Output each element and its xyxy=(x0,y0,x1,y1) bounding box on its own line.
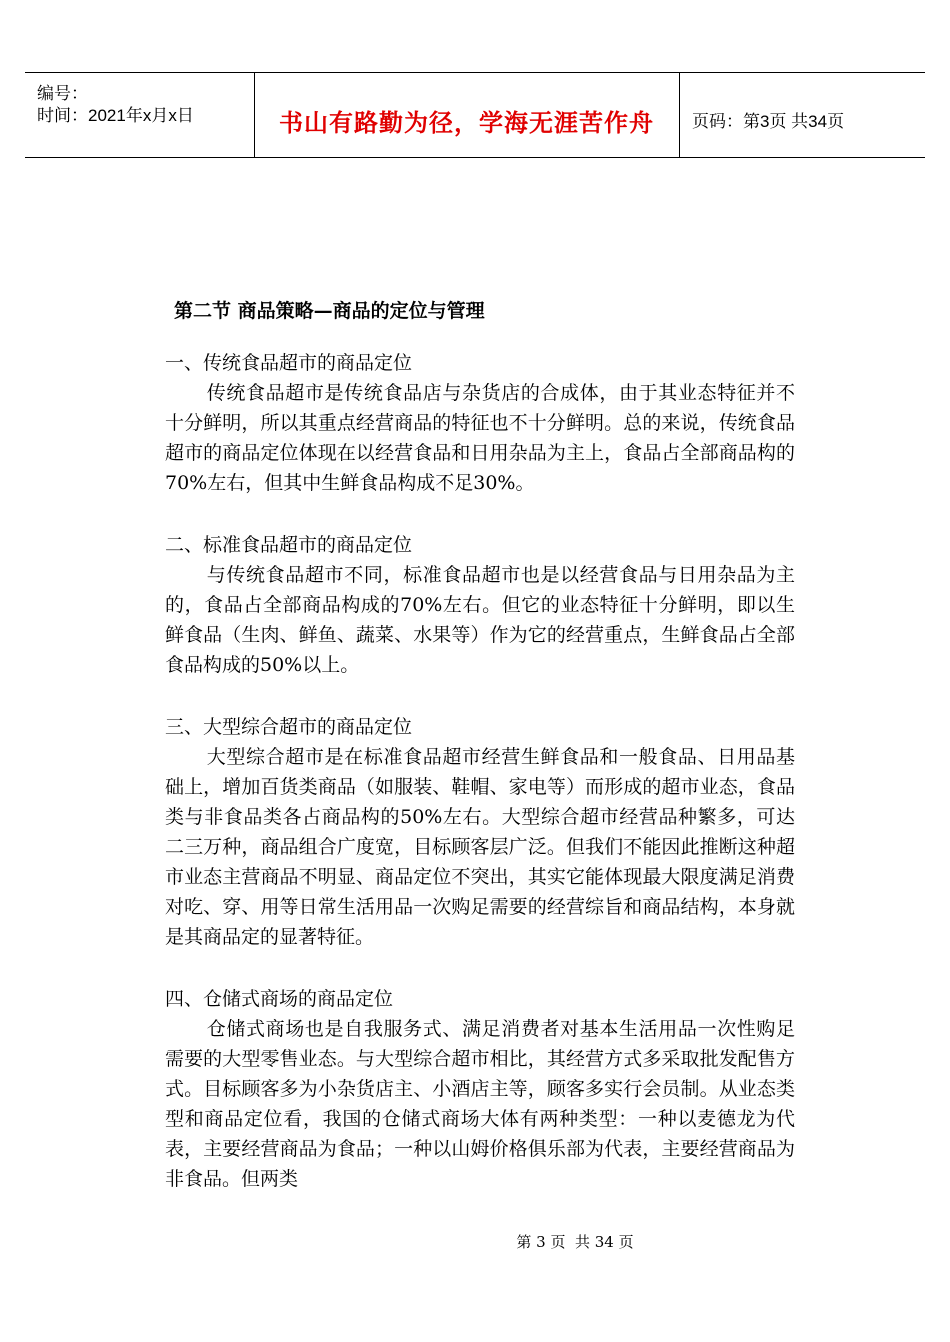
header-page-cell xyxy=(680,73,925,157)
subsection-paragraph: 大型综合超市是在标准食品超市经营生鲜食品和一般食品、日用品基础上，增加百货类商品（如服装、鞋帽、家电等）而形成的超市业态，食品类与非食品类各占商品构的50%左右。大型综合超市经营品种繁多，可达二三万种，商品组合广度宽，目标顾客层广泛。但我们不能因此推断这种超市业态主营商品不明显、商品定位不突出，其实它能体现最大限度满足消费对吃、穿、用等日常生活用品一次购足需要的经营综旨和商品结构，本身就是其商品定的显著特征。 xyxy=(165,746,795,948)
document-code-label: 编号： xyxy=(37,84,88,103)
page-header xyxy=(25,72,925,158)
subsection-paragraph: 与传统食品超市不同，标准食品超市也是以经营食品与日用杂品为主的，食品占全部商品构成的70%左右。但它的业态特征十分鲜明，即以生鲜食品（生肉、鲜鱼、蔬菜、水果等）作为它的经营重点，生鲜食品占全部食品构成的50%以上。 xyxy=(165,564,795,676)
subsection-hypermarket xyxy=(165,712,795,952)
subsection-paragraph: 仓储式商场也是自我服务式、满足消费者对基本生活用品一次性购足需要的大型零售业态。与大型综合超市相比，其经营方式多采取批发配售方式。目标顾客多为小杂货店主、小酒店主等，顾客多实行会员制。从业态类型和商品定位看，我国的仓储式商场大体有两种类型：一种以麦德龙为代表，主要经营商品为食品；一种以山姆价格俱乐部为代表，主要经营商品为非食品。但两类 xyxy=(165,1018,795,1190)
page-footer-number: 第 3 页 共 34 页 xyxy=(516,1233,634,1251)
subsection-warehouse-store xyxy=(165,984,795,1194)
subsection-heading: 三、大型综合超市的商品定位 xyxy=(165,716,413,738)
header-meta-cell xyxy=(25,73,255,157)
document-body xyxy=(165,296,795,1226)
section-title: 第二节 商品策略—商品的定位与管理 xyxy=(174,300,485,322)
header-motto-cell xyxy=(254,73,680,157)
subsection-standard-supermarket xyxy=(165,530,795,680)
header-page-info: 页码：第3页 共34页 xyxy=(692,112,845,131)
document-time-label: 时间：2021年x月x日 xyxy=(37,106,194,125)
header-motto: 书山有路勤为径，学海无涯苦作舟 xyxy=(279,108,654,137)
subsection-heading: 二、标准食品超市的商品定位 xyxy=(165,534,413,556)
subsection-traditional-supermarket xyxy=(165,348,795,498)
subsection-heading: 一、传统食品超市的商品定位 xyxy=(165,352,413,374)
subsection-paragraph: 传统食品超市是传统食品店与杂货店的合成体，由于其业态特征并不十分鲜明，所以其重点经营商品的特征也不十分鲜明。总的来说，传统食品超市的商品定位体现在以经营食品和日用杂品为主上，食品占全部商品构的70%左右，但其中生鲜食品构成不足30%。 xyxy=(165,382,795,494)
subsection-heading: 四、仓储式商场的商品定位 xyxy=(165,988,394,1010)
